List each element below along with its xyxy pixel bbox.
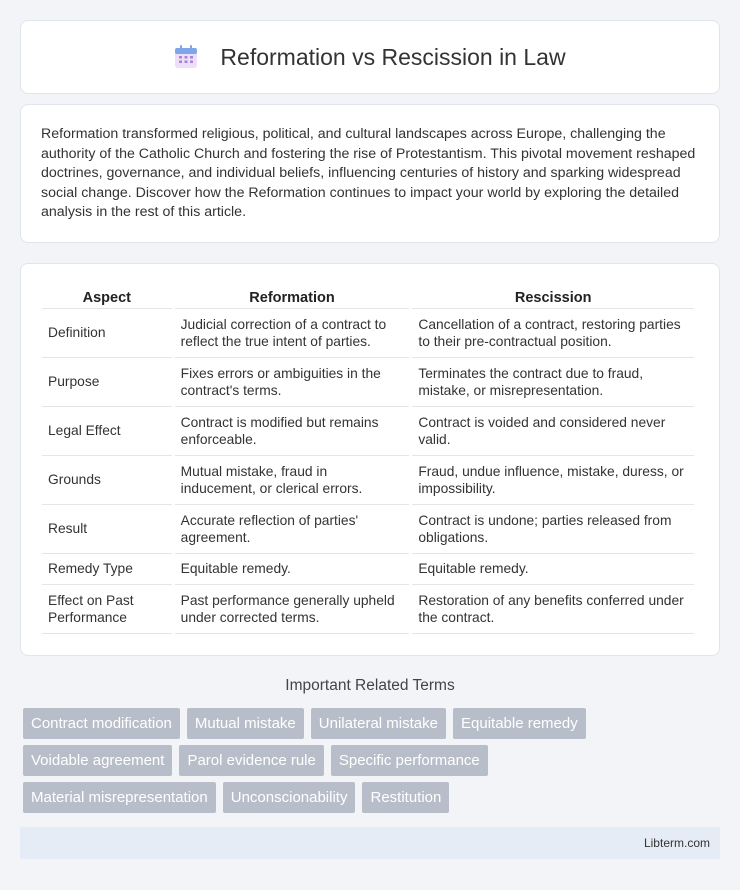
header-card [20,20,720,94]
table-row [42,585,694,634]
footer [20,827,720,859]
aspect-cell: Definition [42,309,172,358]
comparison-table [39,284,697,634]
rescission-cell: Contract is voided and considered never valid. [412,407,694,456]
tag-unconscionability[interactable]: Unconscionability [223,782,356,813]
reformation-cell: Contract is modified but remains enforceable. [175,407,410,456]
intro-card [20,104,720,243]
calendar-icon [174,44,198,70]
reformation-cell: Fixes errors or ambiguities in the contract's terms. [175,358,410,407]
rescission-cell: Terminates the contract due to fraud, mistake, or misrepresentation. [412,358,694,407]
related-terms-list [23,708,723,819]
table-row [42,309,694,358]
aspect-cell: Grounds [42,456,172,505]
table-row [42,456,694,505]
reformation-cell: Past performance generally upheld under corrected terms. [175,585,410,634]
tag-equitable-remedy[interactable]: Equitable remedy [453,708,586,739]
table-row [42,554,694,585]
rescission-cell: Cancellation of a contract, restoring parties to their pre-contractual position. [412,309,694,358]
aspect-cell: Purpose [42,358,172,407]
table-row [42,407,694,456]
tag-unilateral-mistake[interactable]: Unilateral mistake [311,708,446,739]
aspect-cell: Remedy Type [42,554,172,585]
tag-specific-performance[interactable]: Specific performance [331,745,488,776]
header-reformation: Reformation [175,284,410,309]
reformation-cell: Mutual mistake, fraud in inducement, or clerical errors. [175,456,410,505]
reformation-cell: Accurate reflection of parties' agreement. [175,505,410,554]
tag-voidable-agreement[interactable]: Voidable agreement [23,745,172,776]
reformation-cell: Judicial correction of a contract to reflect the true intent of parties. [175,309,410,358]
footer-site-link[interactable]: Libterm.com [643,836,710,850]
reformation-cell: Equitable remedy. [175,554,410,585]
comparison-table-card [20,263,720,656]
tag-restitution[interactable]: Restitution [362,782,449,813]
tag-mutual-mistake[interactable]: Mutual mistake [187,708,304,739]
page-title: Reformation vs Rescission in Law [220,43,566,70]
aspect-cell: Result [42,505,172,554]
rescission-cell: Equitable remedy. [412,554,694,585]
aspect-cell: Effect on Past Performance [42,585,172,634]
rescission-cell: Fraud, undue influence, mistake, duress, or impossibility. [412,456,694,505]
tag-material-misrepresentation[interactable]: Material misrepresentation [23,782,216,813]
tag-contract-modification[interactable]: Contract modification [23,708,180,739]
related-terms-title: Important Related Terms [285,677,455,694]
tag-row [23,708,723,739]
tag-row [23,745,723,776]
tag-parol-evidence-rule[interactable]: Parol evidence rule [179,745,323,776]
tag-row [23,782,723,813]
intro-text: Reformation transformed religious, political, and cultural landscapes across Europe, challenging the authority of the Catholic Church and fostering the rise of Protestantism. This pivotal movement reshaped doctrines, governance, and individual beliefs, influencing centuries of history and sparking widespread social change. Discover how the Reformation continues to impact your world by exploring the detailed analysis in the rest of this article. [41,126,696,221]
rescission-cell: Contract is undone; parties released from obligations. [412,505,694,554]
aspect-cell: Legal Effect [42,407,172,456]
table-row [42,505,694,554]
header-rescission: Rescission [412,284,694,309]
header-aspect: Aspect [42,284,172,309]
rescission-cell: Restoration of any benefits conferred under the contract. [412,585,694,634]
table-row [42,358,694,407]
